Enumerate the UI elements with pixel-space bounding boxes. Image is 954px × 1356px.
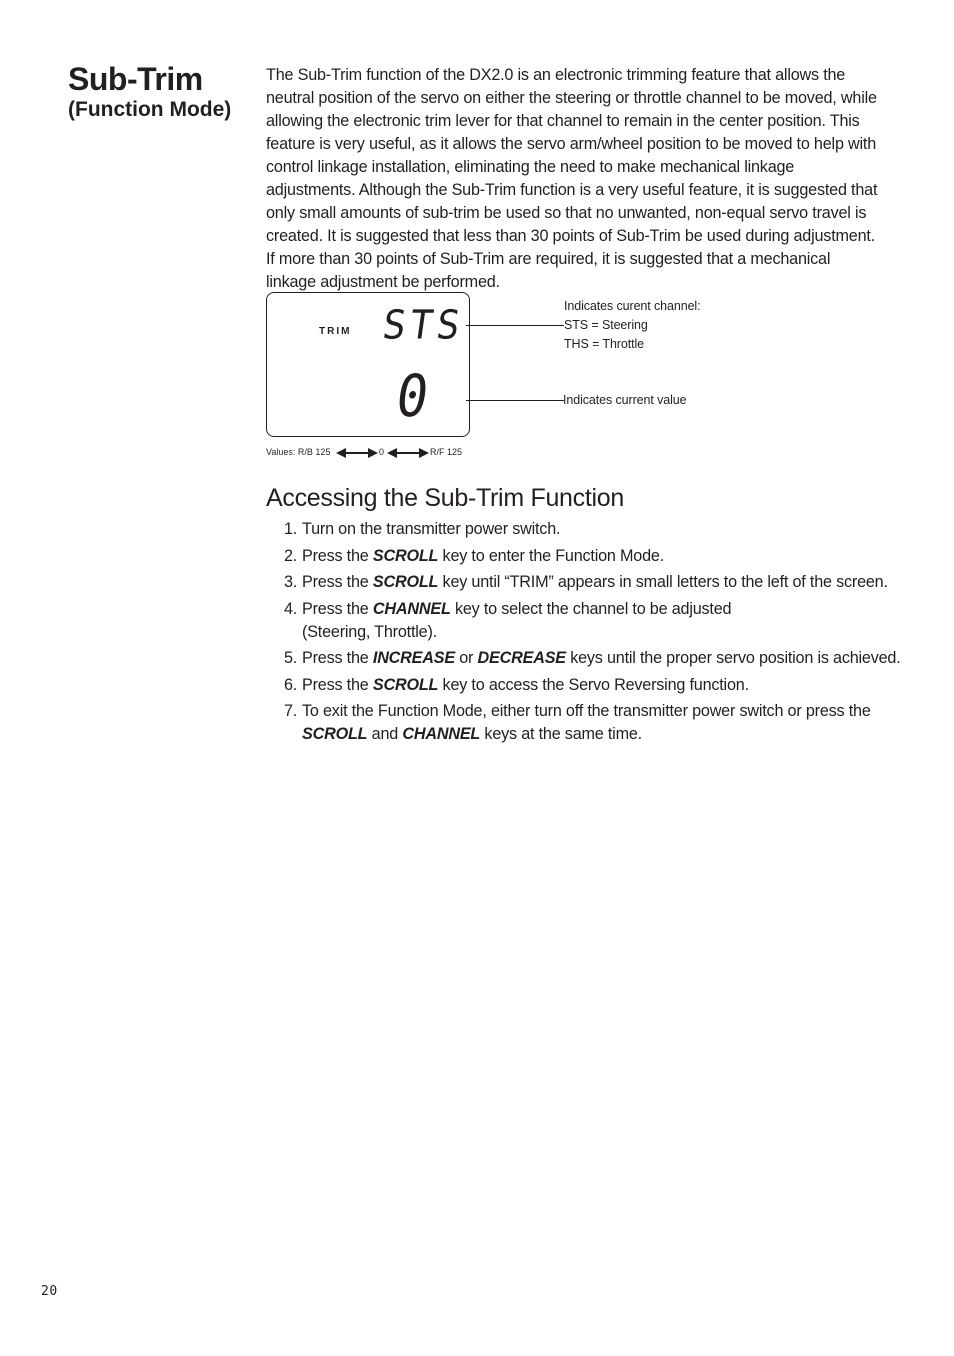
key-name: SCROLL bbox=[372, 675, 439, 694]
channel-callout-line-3: THS = Throttle bbox=[564, 337, 644, 351]
step-text: Press the SCROLL key to enter the Function Mode. bbox=[302, 546, 665, 565]
step-item bbox=[284, 545, 904, 568]
step-item bbox=[284, 518, 904, 541]
section-heading: Accessing the Sub-Trim Function bbox=[266, 484, 624, 512]
key-name: CHANNEL bbox=[372, 599, 451, 618]
step-number: 1. bbox=[284, 520, 298, 538]
step-number: 5. bbox=[284, 649, 298, 667]
step-item bbox=[284, 674, 904, 697]
step-text: To exit the Function Mode, either turn off the transmitter power switch or press the SCROLL and CHANNEL keys at the same time. bbox=[302, 702, 871, 743]
lcd-channel-readout: STS bbox=[379, 301, 467, 349]
channel-callout-line-1: Indicates curent channel: bbox=[564, 299, 701, 313]
lcd-value-readout: 0 bbox=[391, 362, 433, 430]
range-max-label: R/F 125 bbox=[430, 447, 463, 457]
steps-list bbox=[284, 518, 904, 750]
channel-callout-line-2: STS = Steering bbox=[564, 318, 648, 332]
lcd-display-illustration bbox=[266, 292, 470, 437]
key-name: SCROLL bbox=[372, 573, 439, 591]
step-text: Press the INCREASE or DECREASE keys until the proper servo position is achieved. bbox=[302, 649, 901, 667]
step-number: 3. bbox=[284, 573, 298, 591]
channel-callout-text bbox=[564, 297, 700, 354]
step-number: 2. bbox=[284, 546, 298, 565]
value-callout-label: Indicates current value bbox=[563, 393, 687, 407]
step-item bbox=[284, 647, 904, 670]
step-number: 4. bbox=[284, 599, 298, 618]
step-text: Press the SCROLL key until “TRIM” appears in small letters to the left of the screen. bbox=[302, 573, 888, 591]
range-center-label: 0 bbox=[379, 447, 385, 457]
step-item bbox=[284, 700, 904, 746]
step-number: 6. bbox=[284, 675, 298, 694]
key-name: INCREASE bbox=[372, 649, 455, 667]
step-item bbox=[284, 598, 904, 644]
lcd-mode-label: TRIM bbox=[319, 326, 352, 337]
double-arrow-right-icon bbox=[387, 448, 429, 458]
key-name: SCROLL bbox=[372, 546, 439, 565]
page-subtitle: (Function Mode) bbox=[68, 98, 232, 121]
value-callout-line bbox=[466, 400, 564, 401]
channel-callout-line bbox=[466, 325, 564, 326]
step-text: Press the CHANNEL key to select the channel to be adjusted (Steering, Throttle). bbox=[302, 599, 732, 641]
step-text: Turn on the transmitter power switch. bbox=[302, 520, 561, 538]
intro-paragraph: The Sub-Trim function of the DX2.0 is an electronic trimming feature that allows the neutral position of the servo on either the steering or throttle channel to be moved, while allowing the electronic trim lever for that channel to remain in the center position. This feature is very useful, as it allows the servo arm/wheel position to be moved to help with control linkage installation, eliminating the need to make mechanical linkage adjustments. Although the Sub-Trim function is a very useful feature, it is suggested that only small amounts of sub-trim be used so that no unwanted, non-equal servo travel is created. It is suggested that less than 30 points of Sub-Trim be used during adjustment. If more than 30 points of Sub-Trim are required, it is suggested that a mechanical linkage adjustment be performed. bbox=[266, 66, 878, 291]
page-number: 20 bbox=[41, 1284, 58, 1299]
value-range-scale bbox=[266, 446, 486, 460]
key-name: SCROLL bbox=[302, 725, 368, 743]
step-text: Press the SCROLL key to access the Servo Reversing function. bbox=[302, 675, 749, 694]
value-callout-text bbox=[563, 391, 686, 410]
step-number: 7. bbox=[284, 702, 298, 720]
step-item bbox=[284, 571, 904, 594]
page-title: Sub-Trim bbox=[68, 61, 203, 97]
range-min-label: Values: R/B 125 bbox=[266, 447, 331, 457]
double-arrow-left-icon bbox=[336, 448, 378, 458]
key-name: CHANNEL bbox=[402, 725, 481, 743]
key-name: DECREASE bbox=[477, 649, 566, 667]
